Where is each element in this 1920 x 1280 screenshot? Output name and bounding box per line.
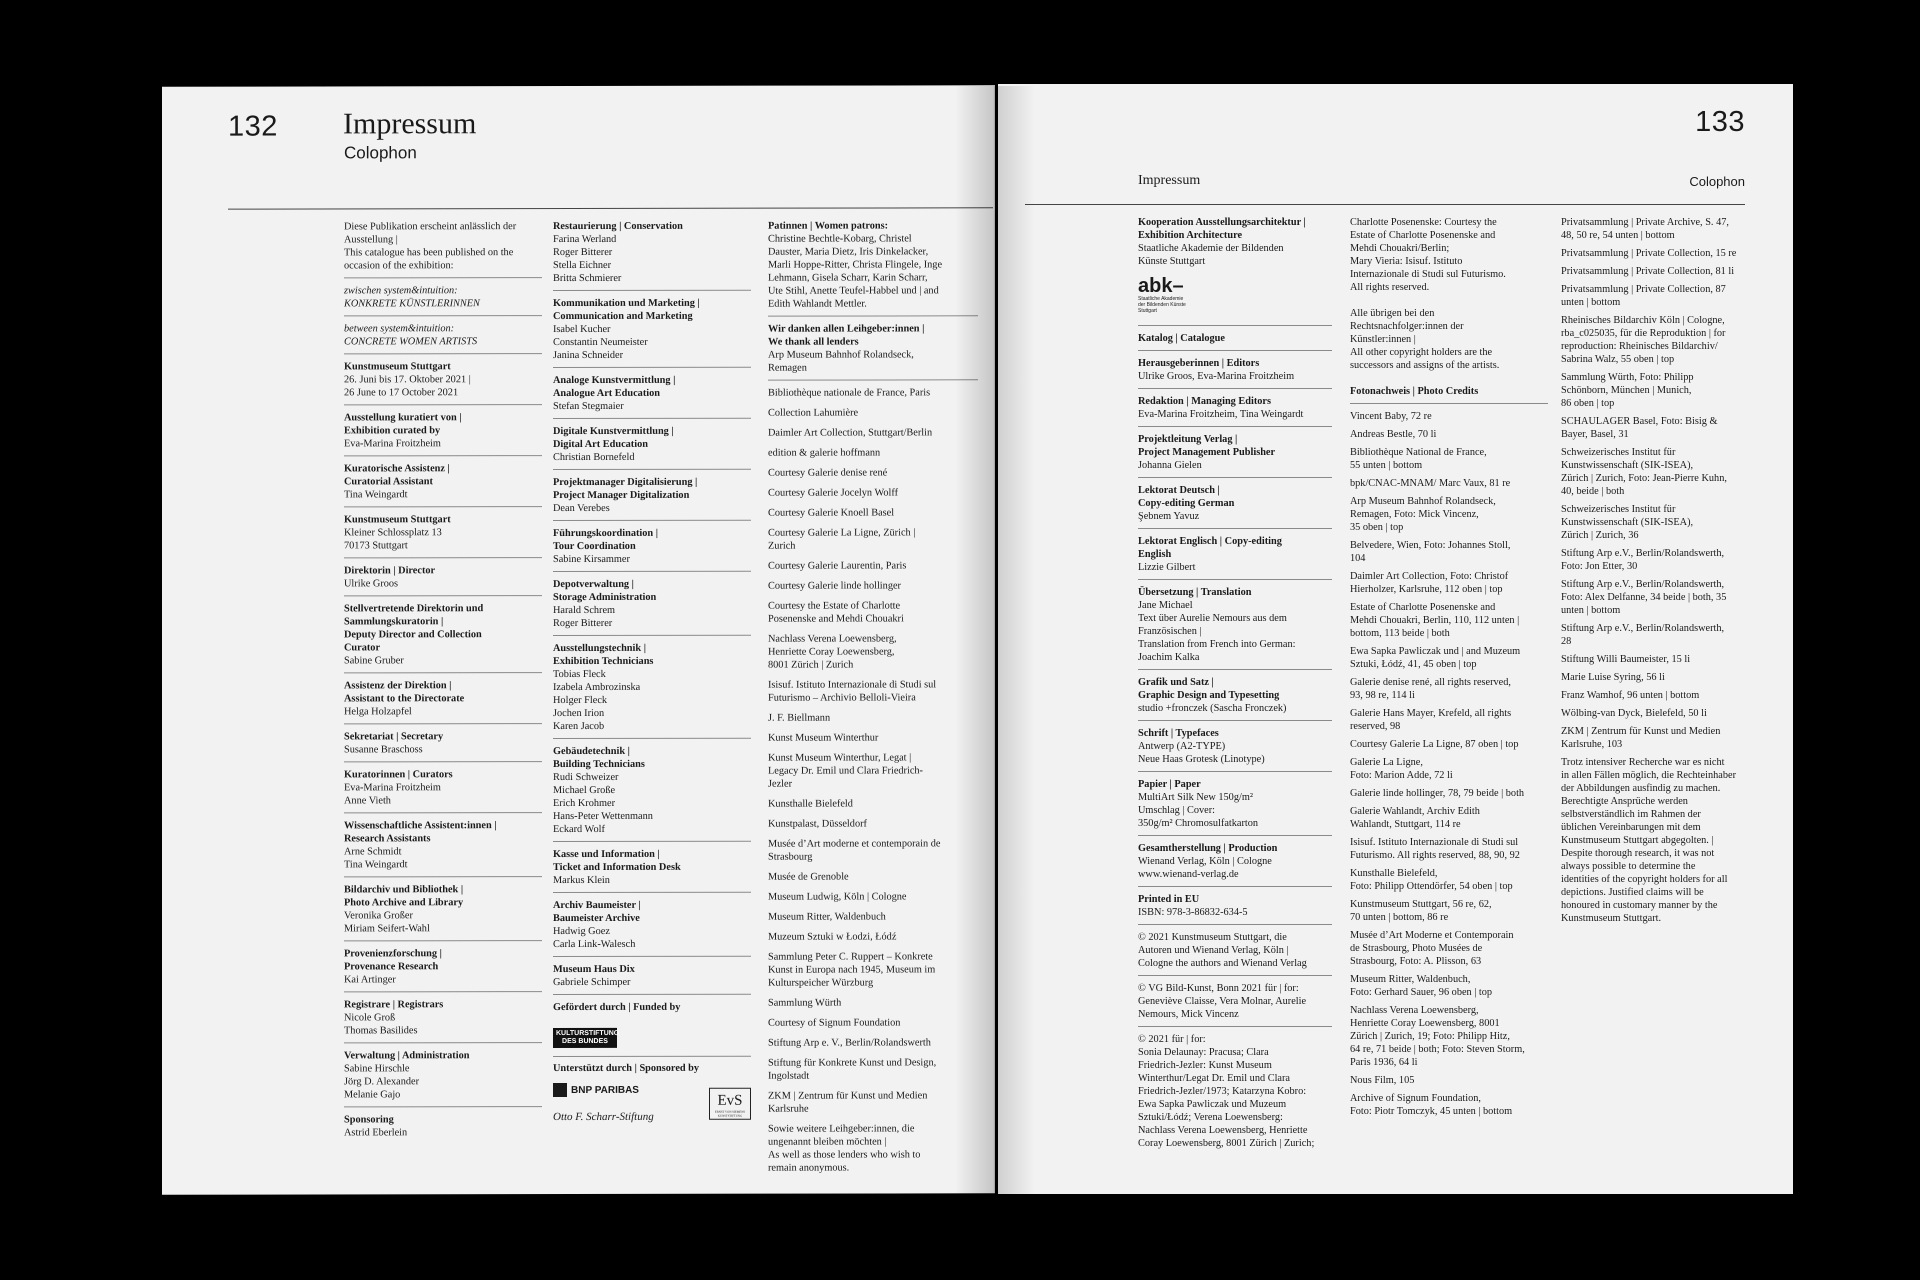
entry: [768, 322, 978, 380]
entry-text: Astrid Eberlein: [344, 1127, 408, 1139]
credit-item: Archive of Signum Foundation, Foto: Piotr Tomczyk, 45 unten | bottom: [1350, 1093, 1513, 1117]
entry: [768, 837, 978, 863]
credit-item: ZKM | Zentrum für Kunst und Medien Karlsruhe, 103: [1561, 726, 1721, 750]
entry-heading: Kuratorinnen | Curators: [344, 769, 453, 781]
entry-text: Şebnem Yavuz: [1138, 511, 1200, 522]
entry-text: studio +fronczek (Sascha Fronczek): [1138, 703, 1287, 714]
credit-item: Privatsammlung | Private Collection, 81 li: [1561, 266, 1735, 277]
credit-item: Andreas Bestle, 70 li: [1350, 429, 1437, 440]
entry-text: Harald Schrem Roger Bitterer: [553, 604, 616, 630]
entry-heading: Projektmanager Digitalisierung | Project Manager Digitalization: [553, 476, 698, 502]
entry-text: Nachlass Verena Loewensberg, Henriette Coray Loewensberg, 8001 Zürich | Zurich: [768, 633, 897, 671]
page-number: 132: [228, 110, 278, 143]
entry: [553, 220, 751, 291]
entry-heading: Gefördert durch | Funded by: [553, 1001, 681, 1014]
bnp-paribas-logo: BNP PARIBAS: [553, 1083, 639, 1097]
entry: [1138, 893, 1332, 925]
entry-text: Tina Weingardt: [344, 489, 408, 501]
entry: [344, 883, 542, 941]
entry: [553, 578, 751, 636]
entry-heading: Kasse und Information | Ticket and Information Desk: [553, 848, 681, 874]
entry-heading: Sekretariat | Secretary: [344, 731, 444, 743]
abk-logo: abk–: [1138, 275, 1184, 297]
entry-text: Stiftung für Konkrete Kunst und Design, Ingolstadt: [768, 1057, 937, 1082]
right-page: [998, 84, 1793, 1194]
credit-item: Stiftung Willi Baumeister, 15 li: [1561, 654, 1691, 665]
entry-text: Susanne Braschoss: [344, 744, 423, 756]
credit-item: Privatsammlung | Private Archive, S. 47, 48, 50 re, 54 unten | bottom: [1561, 217, 1729, 241]
sponsor-block: [553, 1056, 751, 1129]
entry: [1138, 1033, 1332, 1155]
left-column-2: [553, 220, 751, 1135]
entry: [553, 297, 751, 368]
entry: [768, 579, 978, 592]
credit-item: Kunsthalle Bielefeld, Foto: Philipp Ottendörfer, 54 oben | top: [1350, 868, 1513, 892]
entry: [768, 751, 978, 790]
entry: [768, 486, 978, 499]
credit-item: Privatsammlung | Private Collection, 87 unten | bottom: [1561, 284, 1726, 308]
exhibition-title: between system&intuition: CONCRETE WOMEN ARTISTS: [344, 323, 478, 348]
entry-text: Kai Artinger: [344, 974, 396, 986]
entry: [344, 602, 542, 673]
credit-item: Galerie Hans Mayer, Krefeld, all rights reserved, 98: [1350, 708, 1512, 732]
credit-item: Bibliothèque National de France, 55 unten | bottom: [1350, 447, 1487, 471]
entry-text: Nicole Groß Thomas Basilides: [344, 1012, 418, 1037]
entry: [768, 446, 978, 459]
entry: [344, 220, 542, 278]
entry: [1138, 931, 1332, 976]
entry-text: Kunstpalast, Düsseldorf: [768, 818, 867, 830]
entry: [1350, 307, 1548, 377]
entry: [768, 870, 978, 883]
entry: [768, 678, 978, 704]
entry-text: Dean Verebes: [553, 502, 610, 515]
entry: [1138, 586, 1332, 670]
entry: [768, 426, 978, 439]
credit-item: Trotz intensiver Recherche war es nicht in allen Fällen möglich, die Rechteinhaber der Abbildungen ausfindig zu machen. Berechtigte Ansprüche werden selbstverständlich im Rahmen der üblichen Vereinbarungen mit dem Kunstmuseum Stuttgart abgegolten. | Despite thorough research, it was not always possible to determine the identities of the copyright holders for all depictions. Justified claims will be honoured in customary manner by the Kunstmuseum Stuttgart.: [1561, 757, 1736, 924]
credit-item: Isisuf. Istituto Internazionale di Studi sul Futurismo. All rights reserved, 88, 90, 92: [1350, 837, 1520, 861]
entry: [768, 219, 978, 316]
entry: [344, 564, 542, 596]
credit-item: Stiftung Arp e.V., Berlin/Rolandswerth, 28: [1561, 623, 1725, 647]
entry-heading: Patinnen | Women patrons:: [768, 220, 889, 232]
entry: [768, 996, 978, 1009]
credit-item: Privatsammlung | Private Collection, 15 re: [1561, 248, 1737, 259]
entry: [1138, 357, 1332, 389]
funder-logo: KULTURSTIFTUNG DES BUNDES: [553, 1025, 751, 1048]
credit-item: Estate of Charlotte Posenenske and Mehdi Chouakri, Berlin, 110, 112 unten | bottom, 113 beide | both: [1350, 602, 1520, 639]
running-header-left: Impressum: [1138, 173, 1201, 188]
photo-credits-list: [1350, 410, 1548, 1118]
entry-heading: Verwaltung | Administration: [344, 1050, 470, 1062]
entry-text: Museum Ritter, Waldenbuch: [768, 911, 886, 923]
entry: [553, 425, 751, 470]
entry-text: ZKM | Zentrum für Kunst und Medien Karlsruhe: [768, 1090, 928, 1115]
credit-item: Galerie La Ligne, Foto: Marion Adde, 72 li: [1350, 757, 1453, 781]
entry: [344, 819, 542, 877]
entry-text: Courtesy Galerie denise rené: [768, 467, 888, 479]
right-column-3: [1561, 216, 1757, 930]
entry-text: Rudi Schweizer Michael Große Erich Krohmer Hans-Peter Wettenmann Eckard Wolf: [553, 771, 653, 836]
entry: [553, 374, 751, 419]
entry: [768, 466, 978, 479]
credit-item: Nachlass Verena Loewensberg, Henriette Coray Loewensberg, 8001 Zürich | Zurich, 19; Foto: Philipp Hitz, 64 re, 71 beide | both; Foto: Steven Storm, Paris 1936, 64 li: [1350, 1005, 1525, 1068]
entry-heading: Projektleitung Verlag | Project Management Publisher: [1138, 434, 1276, 458]
evs-logo: EvS ERNST VON SIEMENS KUNSTSTIFTUNG: [709, 1087, 751, 1119]
credit-item: Vincent Baby, 72 re: [1350, 411, 1432, 422]
copyright-notes: [1350, 216, 1548, 377]
entry: [768, 406, 978, 419]
entry-heading: Depotverwaltung | Storage Administration: [553, 578, 657, 604]
entry: [768, 950, 978, 989]
entry: [768, 797, 978, 810]
entry-text: © VG Bild-Kunst, Bonn 2021 für | for: Geneviève Claisse, Vera Molnar, Aurelie Nemours, Mick Vincenz: [1138, 983, 1307, 1020]
entry: [768, 386, 978, 399]
entry: [553, 848, 751, 893]
entry-text: Ulrike Groos: [344, 578, 399, 590]
entry-text: © 2021 Kunstmuseum Stuttgart, die Autoren und Wienand Verlag, Köln | Cologne the authors and Wienand Verlag: [1138, 932, 1307, 969]
entry-text: Courtesy Galerie Jocelyn Wolff: [768, 487, 899, 499]
credit-item: Franz Wamhof, 96 unten | bottom: [1561, 690, 1700, 701]
entry-text: Kleiner Schlossplatz 13 70173 Stuttgart: [344, 527, 442, 552]
entry: [1138, 778, 1332, 836]
running-header-right: Colophon: [1689, 174, 1745, 189]
entry-text: 26. Juni bis 17. Oktober 2021 | 26 June to 17 October 2021: [344, 374, 471, 399]
entry-text: Johanna Gielen: [1138, 460, 1202, 471]
entry: [553, 963, 751, 995]
entry-text: Markus Klein: [553, 874, 610, 887]
entry-text: Eva-Marina Froitzheim: [344, 438, 441, 450]
entry-text: MultiArt Silk New 150g/m² Umschlag | Cover: 350g/m² Chromosulfatkarton: [1138, 792, 1259, 829]
entry: [768, 1089, 978, 1115]
entry-text: ISBN: 978-3-86832-634-5: [1138, 907, 1248, 918]
scharr-stiftung-logo: Otto F. Scharr-Stiftung: [553, 1110, 654, 1124]
entry-text: Sabine Hirschle Jörg D. Alexander Melanie Gajo: [344, 1063, 420, 1101]
credit-item: Ewa Sapka Pawliczak und | and Muzeum Sztuki, Łódź, 41, 45 oben | top: [1350, 646, 1521, 670]
entry: [768, 1016, 978, 1029]
entry-heading: Museum Haus Dix: [553, 963, 635, 976]
credit-item: Arp Museum Bahnhof Rolandseck, Remagen, Foto: Mick Vincenz, 35 oben | top: [1350, 496, 1496, 533]
entry-heading: Sponsoring: [344, 1114, 394, 1126]
credit-item: Galerie denise rené, all rights reserved, 93, 98 re, 114 li: [1350, 677, 1511, 701]
entry-text: © 2021 für | for: Sonia Delaunay: Pracusa; Clara Friedrich-Jezler: Kunst Museum Winterthur/Legat Dr. Emil und Clara Friedrich-Jezler/1973; Katarzyna Kobro: Ewa Sapka Pawliczak und Muzeum Sztuki/Łódź; Verena Loewensberg: Nachlass Verena Loewensberg, Henriette Coray Loewensberg, 8001 Zürich | Zurich;: [1138, 1034, 1315, 1149]
entry: [1138, 332, 1332, 351]
entry-text: Christian Bornefeld: [553, 451, 635, 464]
entry-heading: Papier | Paper: [1138, 779, 1201, 790]
entry: [768, 526, 978, 552]
entry: [344, 513, 542, 558]
credit-item: Musée d’Art Moderne et Contemporain de Strasbourg, Photo Musées de Strasbourg, Foto: A. Plisson, 63: [1350, 930, 1514, 967]
entry-heading: Führungskoordination | Tour Coordination: [553, 527, 658, 553]
abk-logo-caption: Staatliche Akademie der Bildenden Künste Stuttgart: [1138, 296, 1186, 314]
entry: [768, 506, 978, 519]
credit-item: Kunstmuseum Stuttgart, 56 re, 62, 70 unten | bottom, 86 re: [1350, 899, 1492, 923]
entry-heading: Schrift | Typefaces: [1138, 728, 1219, 739]
entry: [1138, 535, 1332, 580]
entry: [1138, 484, 1332, 529]
credit-item: Wölbing-van Dyck, Bielefeld, 50 li: [1561, 708, 1707, 719]
entry: [768, 817, 978, 830]
entry-text: Bibliothèque nationale de France, Paris: [768, 387, 931, 399]
entry-text: Musée d’Art moderne et contemporain de Strasbourg: [768, 838, 941, 863]
entry: [344, 462, 542, 507]
entry-text: Courtesy Galerie Laurentin, Paris: [768, 560, 907, 572]
right-column-2: [1350, 216, 1548, 1123]
entry-text: Daimler Art Collection, Stuttgart/Berlin: [768, 427, 933, 439]
entry: [344, 284, 542, 316]
entry: [1138, 395, 1332, 427]
entry-text: Antwerp (A2-TYPE) Neue Haas Grotesk (Linotype): [1138, 741, 1265, 765]
entry-text: Sammlung Würth: [768, 997, 842, 1009]
entry-heading: Kunstmuseum Stuttgart: [344, 514, 451, 526]
entry: [344, 322, 542, 354]
credit-item: Daimler Art Collection, Foto: Christof Hierholzer, Karlsruhe, 112 oben | top: [1350, 571, 1509, 595]
entry: [768, 1122, 978, 1174]
entry-heading: Printed in EU: [1138, 894, 1200, 905]
entry: [1138, 676, 1332, 721]
credits-list: [553, 220, 751, 1019]
entry-heading: Gesamtherstellung | Production: [1138, 843, 1278, 854]
entry-text: Courtesy the Estate of Charlotte Posenenske and Mehdi Chouakri: [768, 600, 904, 625]
entry-heading: Restaurierung | Conservation: [553, 220, 683, 233]
entry-heading: Übersetzung | Translation: [1138, 587, 1252, 598]
entry: [768, 559, 978, 572]
entry-text: Veronika Großer Miriam Seifert-Wahl: [344, 910, 430, 935]
entry-heading: Wissenschaftliche Assistent:innen | Research Assistants: [344, 820, 497, 845]
entry-text: Christine Bechtle-Kobarg, Christel Dauster, Maria Dietz, Iris Dinkelacker, Marli Hoppe-Ritter, Christa Flingele, Inge Lehmann, Gisela Scharr, Karin Scharr, Ute Stihl, Anette Teufel-Habbel und | and Edith Wahlandt Mettler.: [768, 233, 943, 310]
entry-text: Eva-Marina Froitzheim Anne Vieth: [344, 782, 441, 807]
entry: [553, 642, 751, 739]
entry: [768, 632, 978, 671]
credit-item: Museum Ritter, Waldenbuch, Foto: Gerhard Sauer, 96 oben | top: [1350, 974, 1493, 998]
entry-heading: Registrare | Registrars: [344, 999, 444, 1011]
photo-credits-heading: Fotonachweis | Photo Credits: [1350, 386, 1479, 397]
credit-item: bpk/CNAC-MNAM/ Marc Vaux, 81 re: [1350, 478, 1511, 489]
entry-heading: Katalog | Catalogue: [1138, 333, 1225, 344]
entry: [768, 910, 978, 923]
sponsor-heading: Unterstützt durch | Sponsored by: [553, 1062, 700, 1075]
credit-item: Marie Luise Syring, 56 li: [1561, 672, 1665, 683]
entry: [768, 1036, 978, 1049]
entry: [768, 890, 978, 903]
entry-text: Tobias Fleck Izabela Ambrozinska Holger Fleck Jochen Irion Karen Jacob: [553, 668, 641, 733]
entry: [1138, 842, 1332, 887]
entry-heading: Kommunikation und Marketing | Communication and Marketing: [553, 297, 700, 323]
credit-item: Stiftung Arp e.V., Berlin/Rolandswerth, Foto: Alex Delfanne, 34 beide | both, 35 unten | bottom: [1561, 579, 1727, 616]
entry-text: Muzeum Sztuki w Łodzi, Łódź: [768, 931, 897, 943]
left-column-3: [768, 219, 978, 1181]
credit-item: Galerie Wahlandt, Archiv Edith Wahlandt, Stuttgart, 114 re: [1350, 806, 1480, 830]
entry: [344, 1113, 542, 1144]
entry: [768, 599, 978, 625]
entry-text: edition & galerie hoffmann: [768, 447, 881, 459]
entry-heading: Bildarchiv und Bibliothek | Photo Archive and Library: [344, 884, 464, 909]
entry: [553, 899, 751, 957]
entry: [1138, 982, 1332, 1027]
entry-text: Ulrike Groos, Eva-Marina Froitzheim: [1138, 371, 1295, 382]
entry-text: Charlotte Posenenske: Courtesy the Estate of Charlotte Posenenske and Mehdi Chouakri/Berlin; Mary Vieria: Isisuf. Istituto Internazionale di Studi sul Futurismo. All rights reserved.: [1350, 217, 1506, 293]
credit-item: Schweizerisches Institut für Kunstwissenschaft (SIK-ISEA), Zürich | Zurich, 36: [1561, 504, 1694, 541]
entry-text: Collection Lahumière: [768, 407, 859, 419]
entry-text: Sabine Gruber: [344, 655, 404, 667]
credit-item: SCHAULAGER Basel, Foto: Bisig & Bayer, Basel, 31: [1561, 416, 1718, 440]
entry-heading: Ausstellung kuratiert von | Exhibition curated by: [344, 412, 462, 437]
right-column-1: [1138, 216, 1332, 1161]
entry-text: Stefan Stegmaier: [553, 400, 624, 413]
left-column-1: [344, 220, 542, 1150]
entry: [768, 930, 978, 943]
entry-heading: Ausstellungstechnik | Exhibition Technicians: [553, 642, 654, 668]
entry: [1138, 433, 1332, 478]
header-rule: [228, 207, 993, 209]
entry: [1350, 216, 1548, 299]
entry-text: Hadwig Goez Carla Link-Walesch: [553, 925, 636, 951]
entry-text: Arp Museum Bahnhof Rolandseck, Remagen: [768, 349, 914, 374]
entry-heading: Wir danken allen Leihgeber:innen | We thank all lenders: [768, 323, 925, 348]
entry-heading: Herausgeberinnen | Editors: [1138, 358, 1260, 369]
entry: [768, 1056, 978, 1082]
entry-text: Kunsthalle Bielefeld: [768, 798, 853, 810]
left-page: [162, 85, 995, 1194]
entry-text: Kunst Museum Winterthur, Legat | Legacy Dr. Emil und Clara Friedrich- Jezler: [768, 752, 923, 790]
entry-heading: Analoge Kunstvermittlung | Analogue Art Education: [553, 374, 676, 400]
credit-item: Galerie linde hollinger, 78, 79 beide | both: [1350, 788, 1525, 799]
entry-text: Alle übrigen bei den Rechtsnachfolger:innen der Künstler:innen | All other copyright holders are the successors and assigns of the artists.: [1350, 308, 1500, 371]
credits-list: [1138, 332, 1332, 1155]
credit-item: Courtesy Galerie La Ligne, 87 oben | top: [1350, 739, 1519, 750]
entry: [553, 1001, 751, 1019]
entry-heading: Lektorat Deutsch | Copy-editing German: [1138, 485, 1235, 509]
entry: [768, 731, 978, 744]
credit-item: Sammlung Würth, Foto: Philipp Schönborn, München | Munich, 86 oben | top: [1561, 372, 1694, 409]
entry-text: Courtesy Galerie La Ligne, Zürich | Zurich: [768, 527, 916, 552]
entry: [553, 527, 751, 572]
entry: [344, 679, 542, 724]
entry-text: Courtesy Galerie linde hollinger: [768, 580, 901, 592]
entry: [553, 745, 751, 842]
entry-text: Arne Schmidt Tina Weingardt: [344, 846, 408, 871]
entry-text: Jane Michael Text über Aurelie Nemours aus dem Französischen | Translation from French into German: Joachim Kalka: [1138, 600, 1296, 663]
entry-heading: Direktorin | Director: [344, 565, 436, 577]
credit-item: Nous Film, 105: [1350, 1075, 1415, 1086]
page-title: Impressum: [343, 107, 477, 141]
entry-text: Musée de Grenoble: [768, 871, 849, 883]
entry-heading: Provenienzforschung | Provenance Research: [344, 948, 442, 973]
entry-text: Kunst Museum Winterthur: [768, 732, 879, 744]
entry-text: Sabine Kirsammer: [553, 553, 630, 566]
entry: [344, 360, 542, 405]
entry-heading: Kuratorische Assistenz | Curatorial Assistant: [344, 463, 450, 488]
credit-item: Stiftung Arp e.V., Berlin/Rolandswerth, Foto: Jon Etter, 30: [1561, 548, 1725, 572]
entry-heading: Assistenz der Direktion | Assistant to the Directorate: [344, 680, 465, 705]
entry-text: Lizzie Gilbert: [1138, 562, 1196, 573]
entry-text: Farina Werland Roger Bitterer Stella Eichner Britta Schmierer: [553, 233, 622, 285]
entry: [344, 768, 542, 813]
exhibition-title: zwischen system&intuition: KONKRETE KÜNSTLERINNEN: [344, 285, 480, 310]
entry: [344, 947, 542, 992]
entry: [553, 476, 751, 521]
page-number: 133: [1695, 106, 1745, 138]
entry: [344, 411, 542, 456]
entry-text: Eva-Marina Froitzheim, Tina Weingardt: [1138, 409, 1304, 420]
entry-text: Courtesy of Signum Foundation: [768, 1017, 901, 1029]
entry-text: Gabriele Schimper: [553, 976, 631, 989]
page-subtitle: Colophon: [344, 143, 417, 163]
entry-text: Stiftung Arp e. V., Berlin/Rolandswerth: [768, 1037, 931, 1049]
entry: Kooperation Ausstellungsarchitektur | Exhibition Architecture Staatliche Akademie der Bildenden Künste Stuttgart abk– Staatliche Akademie der Bildenden Künste Stuttgart: [1138, 216, 1332, 326]
entry-text: Sammlung Peter C. Ruppert – Konkrete Kunst in Europa nach 1945, Museum im Kulturspeicher Würzburg: [768, 951, 936, 989]
entry-text: Diese Publikation erscheint anlässlich der Ausstellung | This catalogue has been published on the occasion of the exhibition:: [344, 221, 517, 272]
entry-heading: Lektorat Englisch | Copy-editing English: [1138, 536, 1282, 560]
entry: [344, 998, 542, 1043]
entry-text: Isabel Kucher Constantin Neumeister Janina Schneider: [553, 323, 648, 362]
entry: [1138, 727, 1332, 772]
entry-text: J. F. Biellmann: [768, 712, 831, 724]
entry-text: Isisuf. Istituto Internazionale di Studi sul Futurismo – Archivio Belloli-Vieira: [768, 679, 937, 704]
header-rule: [1025, 204, 1745, 205]
entry-text: Sowie weitere Leihgeber:innen, die ungenannt bleiben möchten | As well as those lenders who wish to remain anonymous.: [768, 1123, 921, 1174]
entry-text: Museum Ludwig, Köln | Cologne: [768, 891, 907, 903]
entry-heading: Grafik und Satz | Graphic Design and Typesetting: [1138, 677, 1280, 701]
entry: [344, 730, 542, 762]
entry-heading: Digitale Kunstvermittlung | Digital Art Education: [553, 425, 674, 451]
entry: [344, 1049, 542, 1107]
entry-text: Helga Holzapfel: [344, 706, 412, 718]
entry-heading: Stellvertretende Direktorin und Sammlungskuratorin | Deputy Director and Collection Curator: [344, 603, 484, 654]
photo-credits-heading-block: [1350, 385, 1548, 404]
entry-text: Wienand Verlag, Köln | Cologne www.wienand-verlag.de: [1138, 856, 1272, 880]
entry-heading: Redaktion | Managing Editors: [1138, 396, 1271, 407]
credit-item: Belvedere, Wien, Foto: Johannes Stoll, 104: [1350, 540, 1511, 564]
entry-heading: Archiv Baumeister | Baumeister Archive: [553, 899, 641, 925]
entry-text: Courtesy Galerie Knoell Basel: [768, 507, 895, 519]
entry-heading: Gebäudetechnik | Building Technicians: [553, 745, 645, 771]
entry-heading: Kunstmuseum Stuttgart: [344, 361, 451, 373]
entry: [768, 711, 978, 724]
credit-item: Schweizerisches Institut für Kunstwissenschaft (SIK-ISEA), Zürich | Zurich, Foto: Jean-Pierre Kuhn, 40, beide | both: [1561, 447, 1727, 497]
credit-item: Rheinisches Bildarchiv Köln | Cologne, rba_c025035, für die Reproduktion | for reproduction: Rheinisches Bildarchiv/ Sabrina Walz, 55 oben | top: [1561, 315, 1726, 365]
